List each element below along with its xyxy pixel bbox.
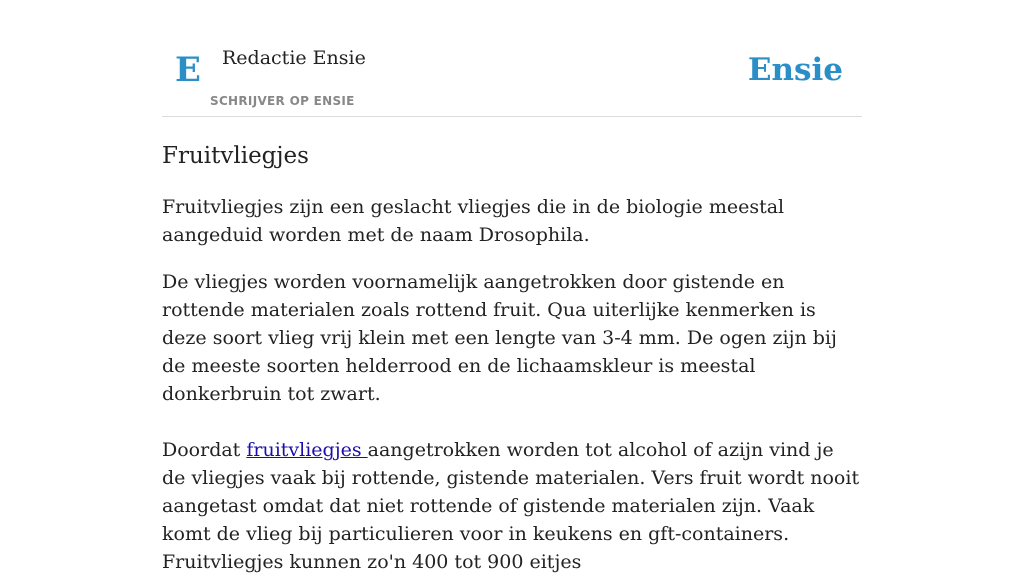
article-paragraph-3 — [162, 436, 862, 576]
paragraph-3-text-before: Doordat — [162, 439, 247, 461]
article-title: Fruitvliegjes — [162, 143, 309, 169]
article-paragraph-2: De vliegjes worden voornamelijk aangetrokken door gistende en rottende materialen zoals rottend fruit. Qua uiterlijke kenmerken is deze soort vlieg vrij klein met een lengte van 3-4 mm. De ogen zijn bij de meeste soorten helderrood en de lichaamskleur is meestal donkerbruin tot zwart. — [162, 271, 837, 405]
article-header — [162, 0, 862, 117]
brand-logo[interactable]: Ensie — [747, 52, 843, 88]
author-name[interactable]: Redactie Ensie — [222, 47, 366, 69]
author-logo[interactable]: E — [175, 50, 201, 90]
fruitvliegjes-link[interactable]: fruitvliegjes — [246, 439, 368, 461]
article-page — [162, 0, 862, 576]
author-role: SCHRIJVER OP ENSIE — [210, 94, 355, 108]
article-paragraph-1: Fruitvliegjes zijn een geslacht vliegjes die in de biologie meestal aangeduid worden met de naam Drosophila. — [162, 196, 785, 246]
paragraph-3-text-after: aangetrokken worden tot alcohol of azijn vind je de vliegjes vaak bij rottende, gistende materialen. Vers fruit wordt nooit aangetast omdat dat niet rottende of gistende materialen zijn. Vaak komt de vlieg bij particulieren voor in keukens en gft-containers. Fruitvliegjes kunnen zo'n 400 tot 900 eitjes — [162, 439, 860, 573]
